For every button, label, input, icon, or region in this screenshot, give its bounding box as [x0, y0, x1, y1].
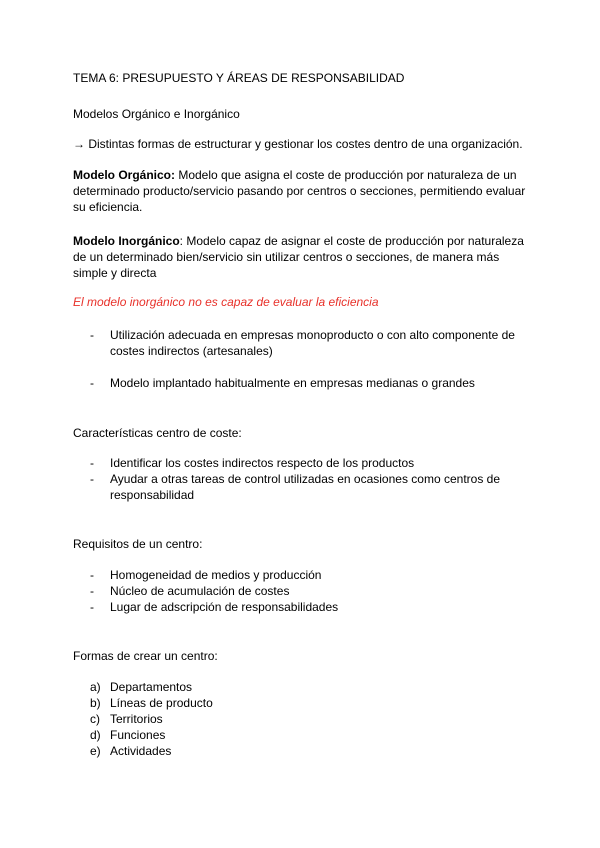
- list-item-text: Núcleo de acumulación de costes: [110, 584, 290, 598]
- page-title: TEMA 6: PRESUPUESTO Y ÁREAS DE RESPONSABILIDAD: [73, 71, 405, 85]
- inorganic-definition: [73, 233, 533, 281]
- list-marker: -: [90, 472, 94, 486]
- list-marker: -: [90, 568, 94, 582]
- list-item-text: Homogeneidad de medios y producción: [110, 568, 322, 582]
- list-marker: -: [90, 584, 94, 598]
- list-item: [90, 327, 530, 359]
- list-item-text: Actividades: [110, 744, 172, 758]
- list-item-text: Territorios: [110, 712, 163, 726]
- list-marker: -: [90, 376, 94, 390]
- list-item: [90, 471, 530, 503]
- inorganic-definition-text: : Modelo capaz de asignar el coste de producción por naturaleza de un determinado bien/servicio sin utilizar centros o secciones, de manera más simple y directa: [73, 234, 524, 280]
- list-marker: -: [90, 328, 94, 342]
- list-item: [90, 567, 530, 583]
- list-marker: -: [90, 456, 94, 470]
- ways-heading: Formas de crear un centro:: [73, 649, 218, 663]
- list-marker: b): [90, 696, 101, 710]
- list-item-text: Identificar los costes indirectos respecto de los productos: [110, 456, 415, 470]
- list-item: [90, 455, 530, 471]
- organic-definition-text: Modelo que asigna el coste de producción por naturaleza de un determinado producto/servicio pasando por centros o secciones, permitiendo evaluar su eficiencia.: [73, 168, 526, 214]
- list-item-text: Utilización adecuada en empresas monoproducto o con alto componente de costes indirectos (artesanales): [110, 328, 515, 358]
- list-marker: c): [90, 712, 100, 726]
- list-item-text: Líneas de producto: [110, 696, 213, 710]
- list-item-text: Modelo implantado habitualmente en empresas medianas o grandes: [110, 376, 475, 390]
- list-item: [90, 583, 530, 599]
- intro-text: → Distintas formas de estructurar y gestionar los costes dentro de una organización.: [73, 137, 523, 151]
- list-item: [90, 375, 530, 391]
- list-item-text: Funciones: [110, 728, 166, 742]
- organic-definition: [73, 167, 528, 215]
- cost-center-heading: Características centro de coste:: [73, 426, 242, 440]
- organic-term: Modelo Orgánico:: [73, 168, 175, 182]
- inorganic-term: Modelo Inorgánico: [73, 234, 180, 248]
- list-marker: e): [90, 744, 101, 758]
- list-item: [90, 679, 530, 695]
- list-item: [90, 695, 530, 711]
- list-marker: d): [90, 728, 101, 742]
- list-item: [90, 743, 530, 759]
- list-item-text: Departamentos: [110, 680, 193, 694]
- list-item-text: Lugar de adscripción de responsabilidades: [110, 600, 339, 614]
- list-item: [90, 711, 530, 727]
- list-marker: a): [90, 680, 101, 694]
- efficiency-note: El modelo inorgánico no es capaz de evaluar la eficiencia: [73, 295, 379, 309]
- list-marker: -: [90, 600, 94, 614]
- list-item: [90, 599, 530, 615]
- requirements-heading: Requisitos de un centro:: [73, 537, 203, 551]
- list-item-text: Ayudar a otras tareas de control utilizadas en ocasiones como centros de responsabilidad: [110, 472, 500, 502]
- section-subtitle: Modelos Orgánico e Inorgánico: [73, 107, 240, 121]
- list-item: [90, 727, 530, 743]
